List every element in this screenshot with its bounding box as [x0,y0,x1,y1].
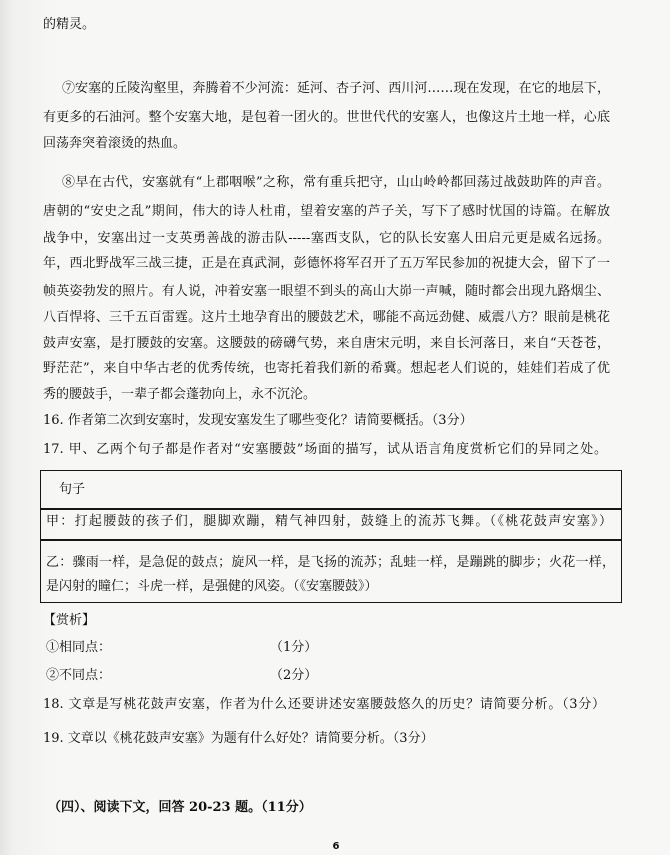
sentence-yi-line: 乙：骤雨一样，是急促的鼓点；旋风一样，是飞扬的流苏；乱蛙一样，是蹦跳的脚步；火花一样， [46,555,615,570]
sentence-jia: 甲：打起腰鼓的孩子们，腿脚欢蹦，精气神四射，鼓缝上的流苏飞舞。（《桃花鼓声安塞》） [46,514,612,529]
similarity-score: （1分） [270,640,318,655]
paragraph-8-line: ⑧早在古代，安塞就有“上郡咽喉”之称，常有重兵把守，山山岭岭都回荡过战鼓助阵的声音。 [62,175,610,190]
paragraph-8-line: 年，西北野战军三战三捷，正是在真武洞，彭德怀将军召开了五万军民参加的祝捷大会，留下了一 [43,256,610,271]
similarity-label: ①相同点： [46,640,112,655]
page-number: 6 [332,841,340,852]
paragraph-8-line: 唐朝的“安史之乱”期间，伟大的诗人杜甫，望着安塞的芦子关，写下了感时忧国的诗篇。在解放 [43,204,610,219]
sentence-yi-line: 是闪射的瞳仁；斗虎一样，是强健的风姿。（《安塞腰鼓》） [46,579,378,594]
question-17: 17. 甲、乙两个句子都是作者对“安塞腰鼓”场面的描写，试从语言角度赏析它们的异同之处。 [43,442,607,457]
paragraph-7-line: 有更多的石油河。整个安塞大地，是包着一团火的。世世代代的安塞人，也像这片土地一样，心底 [43,110,610,125]
appreciation-heading: 【赏析】 [43,613,96,628]
section-4-heading: （四）、阅读下文，回答 20-23 题。（11分） [48,800,312,815]
question-18: 18. 文章是写桃花鼓声安塞，作者为什么还要讲述安塞腰鼓悠久的历史？请简要分析。（3分） [43,697,605,712]
paragraph-8-line: 野茫茫”，来自中华古老的优秀传统，也寄托着我们新的希冀。想起老人们说的，娃娃们若成了优 [43,361,610,376]
paragraph-8-line: 八百悍将、三千五百雷霆。这片土地孕育出的腰鼓艺术，哪能不高远劲健、威震八方？眼前是桃花 [43,310,610,325]
paragraph-7-line: 回荡奔突着滚烫的热血。 [43,136,187,151]
paragraph-8-line: 秀的腰鼓手，一辈子都会蓬勃向上，永不沉沦。 [43,387,317,402]
continuation-line: 的精灵。 [43,17,96,32]
table-row-divider [41,539,621,541]
paragraph-8-line: 鼓声安塞，是打腰鼓的安塞。这腰鼓的磅礴气势，来自唐宋元明，来自长河落日，来自“天苍苍， [43,336,610,351]
paragraph-8-line: 帧英姿勃发的照片。有人说，冲着安塞一眼望不到头的高山大峁一声喊，随时都会出现九路烟尘、 [43,284,610,299]
difference-score: （2分） [270,668,318,683]
question-19: 19. 文章以《桃花鼓声安塞》为题有什么好处？请简要分析。（3分） [43,731,434,746]
paragraph-7-line: ⑦安塞的丘陵沟壑里，奔腾着不少河流：延河、杏子河、西川河……现在发现，在它的地层下， [62,81,610,96]
table-header-cell: 句子 [59,482,86,497]
sentence-table [40,470,622,603]
paragraph-8-line: 战争中，安塞出过一支英勇善战的游击队-----塞西支队，它的队长安塞人田启元更是威名远扬。 [43,231,610,246]
question-16: 16. 作者第二次到安塞时，发现安塞发生了哪些变化？请简要概括。（3分） [43,413,473,428]
difference-label: ②不同点： [46,668,112,683]
